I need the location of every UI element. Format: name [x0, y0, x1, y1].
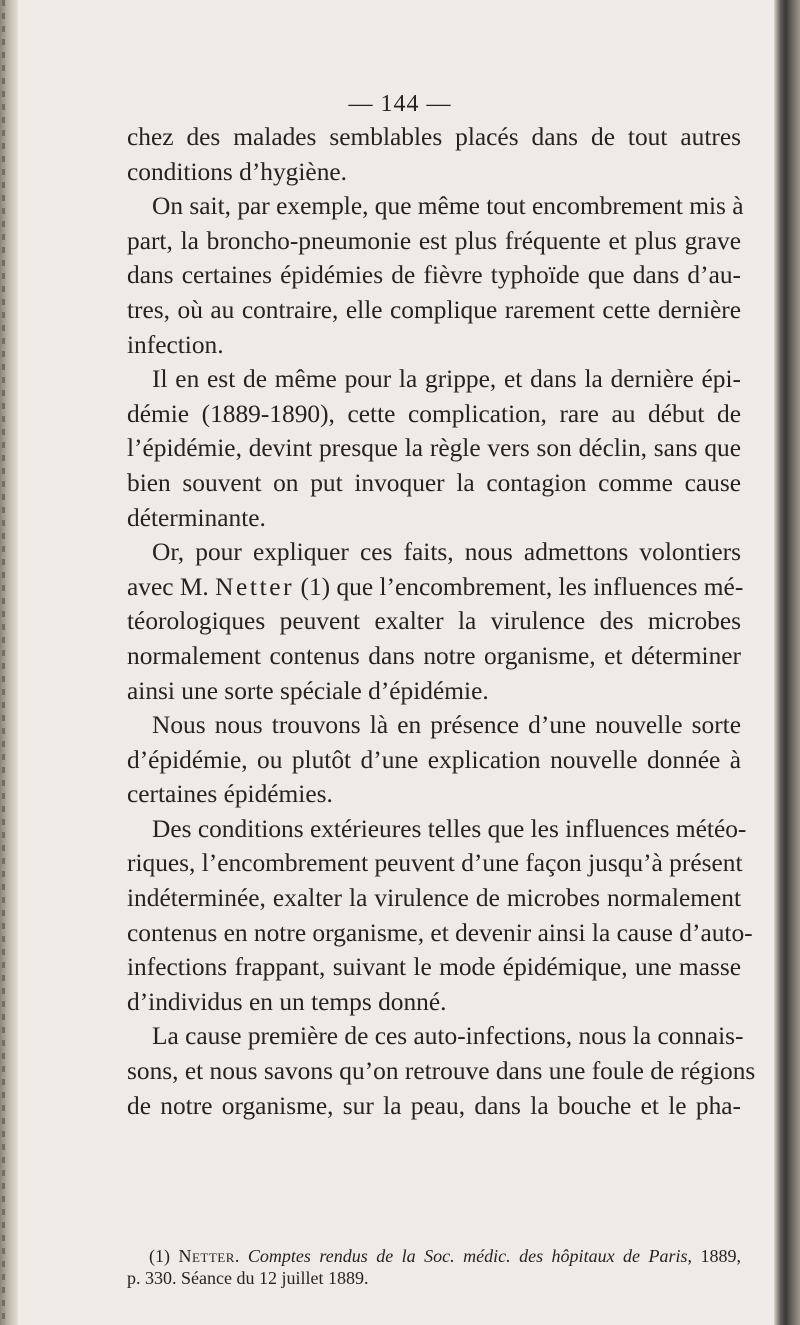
text-line: bien souvent on put invoquer la contagion comme cause [127, 468, 741, 497]
footnote-marker: (1) [149, 1246, 179, 1266]
text-line: dans certaines épidémies de fièvre typhoïde que dans d’au- [127, 261, 741, 290]
text-line: La cause première de ces auto-infections, nous la connais- [152, 1022, 744, 1051]
page-right-edge [774, 0, 800, 1325]
text-line: sons, et nous savons qu’on retrouve dans une foule de régions [127, 1057, 756, 1086]
text-line: infections frappant, suivant le mode épidémique, une masse [127, 953, 741, 982]
text-line: Or, pour expliquer ces faits, nous admettons volontiers [152, 538, 741, 567]
footnote-line [127, 1245, 741, 1267]
author-name-netter: Netter [215, 572, 295, 601]
text-line: démie (1889-1890), cette complication, rare au début de [127, 399, 741, 428]
text-line: déterminante. [127, 503, 266, 532]
text-line: conditions d’hygiène. [127, 157, 348, 186]
text-line: indéterminée, exalter la virulence de microbes normalement [127, 884, 741, 913]
footnote-title: Comptes rendus de la Soc. médic. des hôpitaux de Paris [247, 1246, 688, 1266]
text-line: l’épidémie, devint presque la règle vers son déclin, sans que [127, 434, 741, 463]
text-line: contenus en notre organisme, et devenir ainsi la cause d’auto- [127, 918, 753, 947]
text-line: téorologiques peuvent exalter la virulence des microbes [127, 607, 741, 636]
text-line: certaines épidémies. [127, 780, 333, 809]
text-line: tres, où au contraire, elle complique rarement cette dernière [127, 295, 741, 324]
body-text [127, 120, 756, 1123]
text-line: Il en est de même pour la grippe, et dans la dernière épi- [152, 365, 741, 394]
text-line: infection. [127, 330, 224, 359]
text-line: chez des malades semblables placés dans de tout autres [127, 123, 741, 151]
text-line: normalement contenus dans notre organisme, et déterminer [127, 641, 741, 670]
text-line: d’individus en un temps donné. [127, 987, 447, 1016]
page-number: — 144 — [348, 91, 452, 117]
text-line: riques, l’encombrement peuvent d’une façon jusqu’à présent [127, 849, 743, 878]
footnote-author: Netter [178, 1246, 235, 1266]
footnote [127, 1246, 741, 1289]
text-line: d’épidémie, ou plutôt d’une explication nouvelle donnée à [127, 745, 741, 774]
text-line-netter [127, 570, 744, 605]
text-line: Nous nous trouvons là en présence d’une nouvelle sorte [152, 711, 741, 740]
footnote-line: p. 330. Séance du 12 juillet 1889. [127, 1268, 369, 1288]
text-line: Des conditions extérieures telles que les influences météo- [152, 814, 747, 843]
text-line: On sait, par exemple, que même tout encombrement mis à [152, 192, 744, 221]
text-fragment: avec M. [127, 572, 216, 601]
binding-shadow [2, 0, 5, 1325]
footnote-separator: . [234, 1246, 248, 1266]
text-line: part, la broncho-pneumonie est plus fréquente et plus grave [127, 226, 741, 255]
text-line: de notre organisme, sur la peau, dans la bouche et le pha- [127, 1091, 741, 1120]
text-line: ainsi une sorte spéciale d’épidémie. [127, 676, 489, 705]
page-left-edge [0, 0, 18, 1325]
footnote-rest: , 1889, [687, 1246, 741, 1266]
text-fragment: (1) que l’encombrement, les influences mé- [294, 572, 744, 601]
